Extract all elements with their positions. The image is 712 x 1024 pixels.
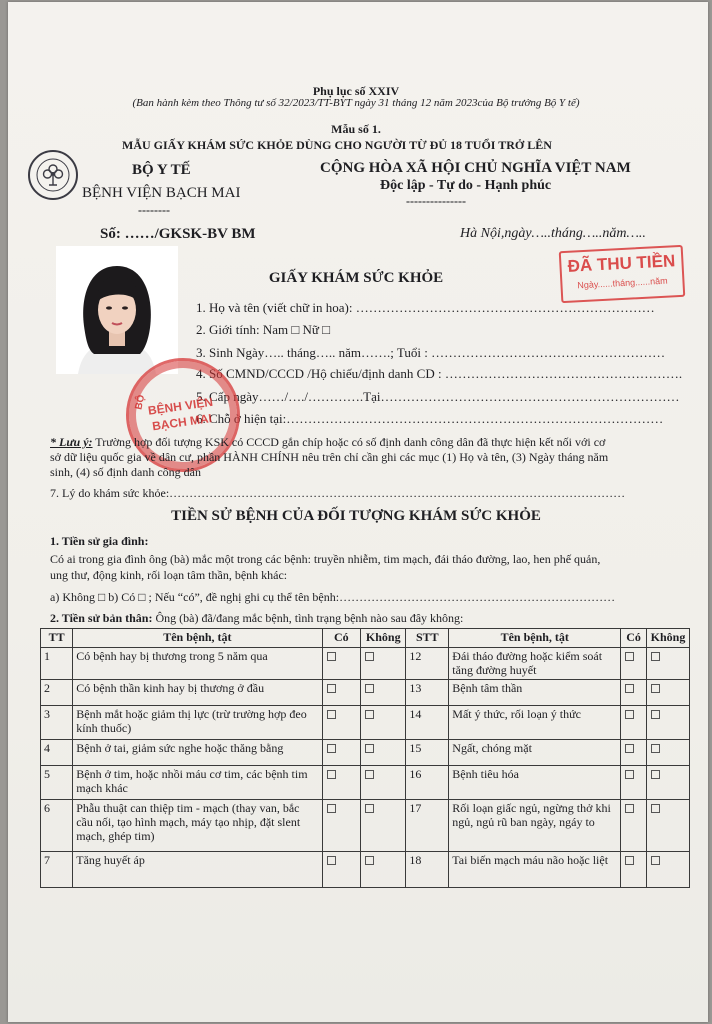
row-number: 12 (406, 648, 449, 680)
column-name-2: Tên bệnh, tật (449, 629, 621, 648)
condition-name: Ngất, chóng mặt (449, 740, 621, 766)
form-title: MẪU GIẤY KHÁM SỨC KHỎE DÙNG CHO NGƯỜI TỪ ĐỦ 18 TUỔI TRỞ LÊN (122, 138, 552, 152)
yes-checkbox[interactable] (327, 804, 336, 813)
no-checkbox[interactable] (365, 770, 374, 779)
table-header-row (41, 629, 690, 648)
hospital-logo (28, 150, 78, 200)
yes-checkbox[interactable] (625, 856, 634, 865)
table-row (41, 766, 690, 800)
seal-text-line2: BẠCH MAI (151, 411, 213, 434)
row-number: 15 (406, 740, 449, 766)
yes-checkbox[interactable] (625, 770, 634, 779)
yes-checkbox[interactable] (327, 710, 336, 719)
field-id-number: 4. Số CMND/CCCD /Hộ chiếu/định danh CD : ………………………………………………. (196, 366, 683, 381)
condition-name: Có bệnh hay bị thương trong 5 năm qua (73, 648, 322, 680)
no-checkbox[interactable] (651, 684, 660, 693)
table-row (41, 706, 690, 740)
no-checkbox[interactable] (365, 652, 374, 661)
column-tt: TT (41, 629, 73, 648)
row-number: 17 (406, 800, 449, 852)
no-checkbox[interactable] (651, 770, 660, 779)
country-name: CỘNG HÒA XÃ HỘI CHỦ NGHĨA VIỆT NAM (320, 160, 631, 176)
row-number: 7 (41, 852, 73, 888)
row-number: 1 (41, 648, 73, 680)
yes-checkbox[interactable] (327, 684, 336, 693)
no-checkbox[interactable] (651, 856, 660, 865)
portrait-image (56, 246, 178, 374)
table-row (41, 740, 690, 766)
medical-history-table (40, 628, 690, 888)
applicant-photo (56, 246, 178, 374)
condition-name: Có bệnh thần kinh hay bị thương ở đầu (73, 680, 322, 706)
paid-stamp-label: ĐÃ THU TIỀN (567, 251, 676, 276)
yes-checkbox[interactable] (327, 856, 336, 865)
condition-name: Bệnh mắt hoặc giảm thị lực (trừ trường hợp đeo kính thuốc) (73, 706, 322, 740)
issuance-note: (Ban hành kèm theo Thông tư số 32/2023/TT-BYT ngày 31 tháng 12 năm 2023của Bộ trưởng Bộ Y tế) (132, 97, 580, 109)
appendix-number: Phụ lục số XXIV (312, 84, 400, 98)
yes-checkbox[interactable] (625, 710, 634, 719)
yes-checkbox[interactable] (327, 770, 336, 779)
yes-checkbox[interactable] (625, 804, 634, 813)
condition-name: Bệnh tâm thần (449, 680, 621, 706)
note-line-2: sở dữ liệu quốc gia về dân cư, phần HÀNH CHÍNH nêu trên chỉ cần ghi các mục (1) Họ và tên, (3) Ngày tháng năm (50, 450, 609, 464)
left-divider: -------- (138, 203, 170, 217)
right-divider: --------------- (406, 194, 466, 208)
ministry-name: BỘ Y TẾ (132, 162, 191, 178)
yes-checkbox[interactable] (625, 684, 634, 693)
row-number: 13 (406, 680, 449, 706)
history-title: TIỀN SỬ BỆNH CỦA ĐỐI TƯỢNG KHÁM SỨC KHỎE (171, 508, 541, 524)
note-label: * Lưu ý: (50, 435, 93, 449)
field-full-name: 1. Họ và tên (viết chữ in hoa): …………………………………………………………… (196, 300, 655, 315)
no-checkbox[interactable] (651, 744, 660, 753)
column-yes: Có (322, 629, 361, 648)
document-number: Số: ……/GKSK-BV BM (100, 226, 256, 242)
row-number: 6 (41, 800, 73, 852)
yes-checkbox[interactable] (327, 652, 336, 661)
column-no-2: Không (646, 629, 689, 648)
no-checkbox[interactable] (365, 804, 374, 813)
condition-name: Phẫu thuật can thiệp tim - mạch (thay van, bắc cầu nối, tạo hình mạch, máy tạo nhịp, đặt slent mạch, ghép tim) (73, 800, 322, 852)
field-birth-date: 3. Sinh Ngày….. tháng….. năm…….; Tuổi : ……………………………………………… (196, 345, 666, 360)
condition-name: Bệnh ở tai, giảm sức nghe hoặc thăng bằng (73, 740, 322, 766)
column-no: Không (361, 629, 406, 648)
personal-history-question: Ông (bà) đã/đang mắc bệnh, tình trạng bệnh nào sau đây không: (152, 611, 464, 625)
seal-side-text: BỘ (133, 393, 148, 411)
condition-name: Tai biến mạch máu não hoặc liệt (449, 852, 621, 888)
row-number: 16 (406, 766, 449, 800)
table-row (41, 648, 690, 680)
note-line-3: sinh, (4) số định danh công dân (50, 465, 201, 479)
row-number: 3 (41, 706, 73, 740)
personal-history-line (50, 611, 463, 626)
table-row (41, 800, 690, 852)
condition-name: Bệnh ở tim, hoặc nhồi máu cơ tim, các bệnh tim mạch khác (73, 766, 322, 800)
field-residence: 6. Chỗ ở hiện tại:…………………………………………………………………………… (196, 411, 664, 426)
yes-checkbox[interactable] (327, 744, 336, 753)
column-stt: STT (406, 629, 449, 648)
no-checkbox[interactable] (365, 744, 374, 753)
row-number: 5 (41, 766, 73, 800)
column-name: Tên bệnh, tật (73, 629, 322, 648)
national-motto: Độc lập - Tự do - Hạnh phúc (380, 178, 552, 193)
condition-name: Bệnh tiêu hóa (449, 766, 621, 800)
family-history-question-2: ung thư, động kinh, rối loạn tâm thần, bệnh khác: (50, 568, 288, 582)
family-history-answer: a) Không □ b) Có □ ; Nếu “có”, đề nghị ghi cụ thể tên bệnh:…………………………………………………………… (50, 590, 616, 604)
field-gender: 2. Giới tính: Nam □ Nữ □ (196, 322, 330, 337)
note-text-1: Trường hợp đối tượng KSK có CCCD gắn chíp hoặc có số định danh công dân đã thực hiện kết nối với cơ (92, 435, 606, 449)
column-yes-2: Có (621, 629, 647, 648)
row-number: 18 (406, 852, 449, 888)
form-number: Mẫu số 1. (331, 122, 381, 136)
condition-name: Tăng huyết áp (73, 852, 322, 888)
field-issue-date: 5. Cấp ngày……/…./………….Tại…………………………………………………………… (196, 389, 680, 404)
personal-history-heading: 2. Tiền sử bản thân: (50, 611, 153, 625)
row-number: 14 (406, 706, 449, 740)
condition-name: Rối loạn giấc ngủ, ngừng thở khi ngủ, ngủ rũ ban ngày, ngáy to (449, 800, 621, 852)
certificate-title: GIẤY KHÁM SỨC KHỎE (268, 270, 444, 286)
no-checkbox[interactable] (651, 804, 660, 813)
row-number: 4 (41, 740, 73, 766)
table-row (41, 680, 690, 706)
no-checkbox[interactable] (651, 652, 660, 661)
yes-checkbox[interactable] (625, 744, 634, 753)
paid-stamp-date: Ngày......tháng......năm (577, 275, 668, 291)
note-line-1 (50, 435, 605, 450)
flower-emblem-icon (30, 152, 76, 198)
no-checkbox[interactable] (365, 684, 374, 693)
table-row (41, 852, 690, 888)
field-exam-reason: 7. Lý do khám sức khỏe:…………………………………………………………………………………………………… (50, 486, 626, 500)
no-checkbox[interactable] (365, 710, 374, 719)
row-number: 2 (41, 680, 73, 706)
no-checkbox[interactable] (365, 856, 374, 865)
place-and-date: Hà Nội,ngày…..tháng…..năm….. (460, 226, 646, 241)
yes-checkbox[interactable] (625, 652, 634, 661)
seal-text-line1: BỆNH VIỆN (147, 394, 214, 418)
no-checkbox[interactable] (651, 710, 660, 719)
family-history-heading: 1. Tiền sử gia đình: (50, 534, 149, 548)
hospital-name: BỆNH VIỆN BẠCH MAI (82, 185, 241, 201)
family-history-question-1: Có ai trong gia đình ông (bà) mắc một trong các bệnh: truyền nhiễm, tim mạch, đái tháo đường, lao, hen phế quản, (50, 552, 601, 566)
condition-name: Đái tháo đường hoặc kiểm soát tăng đường huyết (449, 648, 621, 680)
condition-name: Mất ý thức, rối loạn ý thức (449, 706, 621, 740)
